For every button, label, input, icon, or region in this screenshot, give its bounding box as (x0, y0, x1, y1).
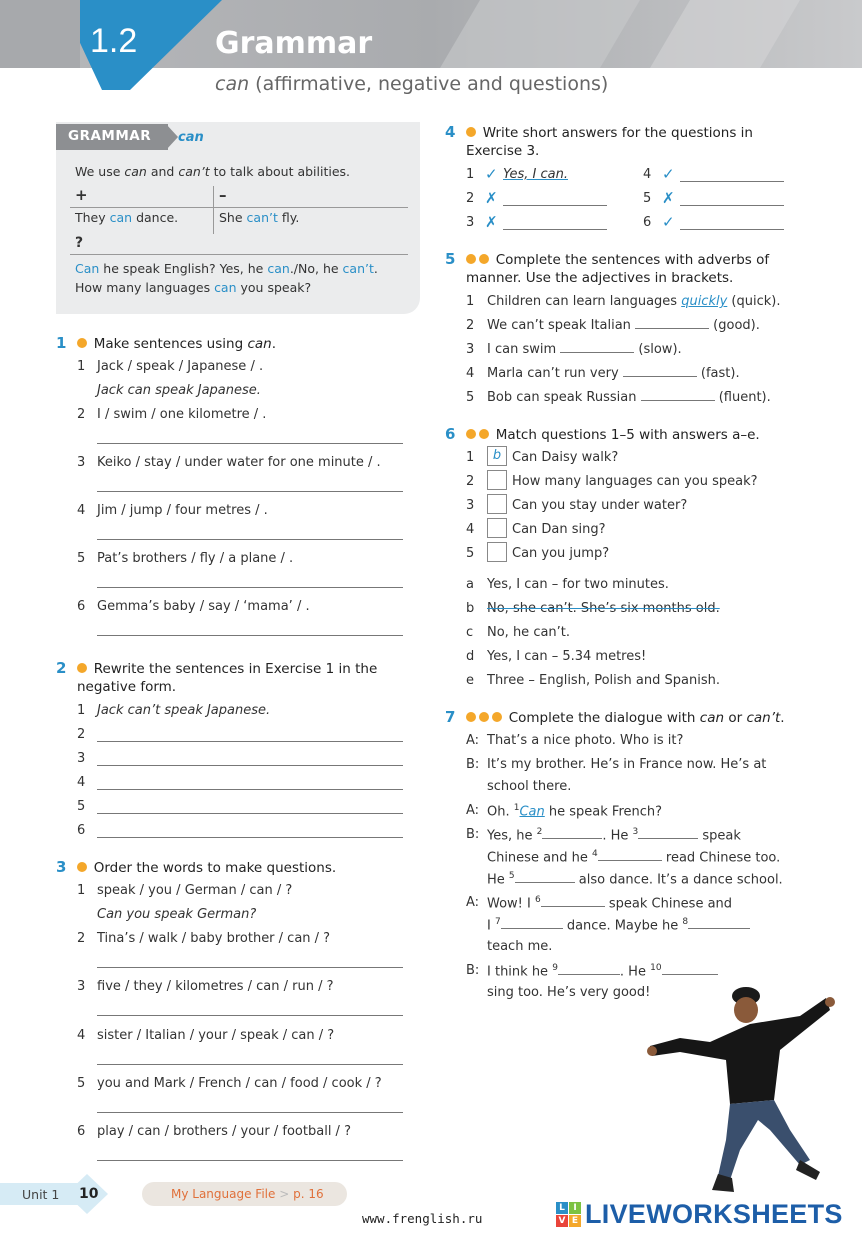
difficulty-dot (466, 127, 476, 137)
ex5-item-before: Bob can speak Russian (487, 390, 641, 405)
ex3-item-number: 1 (77, 883, 86, 898)
ex3-item-answer: Can you speak German? (97, 907, 257, 922)
cross-icon: ✗ (485, 213, 498, 231)
ex3-heading: 3 Order the words to make questions. (56, 858, 337, 876)
ex3-item-prompt: speak / you / German / can / ? (97, 883, 293, 898)
ex7-line-b1-2: school there. (487, 779, 572, 794)
difficulty-dot (479, 254, 489, 264)
ex7-line-b1-1: It’s my brother. He’s in France now. He’s at (487, 757, 767, 772)
ex7-line-a1: That’s a nice photo. Who is it? (487, 733, 684, 748)
ex6-question-number: 1 (466, 450, 475, 465)
logo-letter-e: E (569, 1215, 581, 1227)
difficulty-dot (77, 663, 87, 673)
logo-letter-i: I (569, 1202, 581, 1214)
ex5-item-before: We can’t speak Italian (487, 318, 636, 333)
ex6-question-text: Can Daisy walk? (512, 450, 619, 465)
ex6-answer-letter-label: d (466, 649, 475, 664)
ex7-speaker-b2: B: (466, 827, 480, 842)
ex6-question-number: 2 (466, 474, 475, 489)
ex3-item-number: 6 (77, 1124, 86, 1139)
ex5-item-after: (quick). (727, 294, 781, 309)
difficulty-dot (466, 429, 476, 439)
ex7-speaker-a2: A: (466, 803, 480, 818)
grammar-divider (213, 186, 214, 234)
ex6-question-number: 4 (466, 522, 475, 537)
ex6-answer-text: Yes, I can – 5.34 metres! (487, 649, 647, 664)
ex5-item-number: 3 (466, 342, 475, 357)
ex5-item-before: Children can learn languages (487, 294, 682, 309)
ex4-item-number: 2 (466, 191, 475, 206)
ex6-answer-text: No, she can’t. She’s six months old. (487, 601, 720, 616)
ex7-heading: 7 Complete the dialogue with can or can’t. (445, 708, 785, 726)
ex6-heading: 6 Match questions 1–5 with answers a–e. (445, 425, 760, 443)
page-title: Grammar (215, 26, 373, 61)
grammar-question-1: Can he speak English? Yes, he can./No, he can’t. (75, 261, 378, 276)
ex7-line-a3-2: I $^7$ dance. Maybe he $^8$ (487, 917, 750, 933)
ex1-item-number: 3 (77, 455, 86, 470)
ex5-item-before: Marla can’t run very (487, 366, 623, 381)
ex3-answer-line[interactable] (97, 1160, 403, 1161)
ex4-item-answer: Yes, I can. (503, 167, 568, 182)
ex6-answer-box[interactable] (487, 494, 507, 514)
difficulty-dot (479, 429, 489, 439)
ex1-item-prompt: Pat’s brothers / fly / a plane / . (97, 551, 294, 566)
ex3-item-number: 3 (77, 979, 86, 994)
logo-letter-v: V (556, 1215, 568, 1227)
gap-7[interactable] (501, 928, 563, 929)
ex7-line-a3-3: teach me. (487, 939, 553, 954)
ex6-answer-text: Three – English, Polish and Spanish. (487, 673, 720, 688)
gap-5[interactable] (515, 882, 575, 883)
ex5-item-after: (fast). (696, 366, 740, 381)
ex2-item-number: 2 (77, 727, 86, 742)
ex4-item-number: 3 (466, 215, 475, 230)
gap-10[interactable] (662, 974, 718, 975)
grammar-tag-arrow (166, 124, 178, 150)
ex7-speaker-b1: B: (466, 757, 480, 772)
difficulty-dot (77, 862, 87, 872)
difficulty-dot (492, 712, 502, 722)
ex5-item-after: (fluent). (714, 390, 771, 405)
gap-4[interactable] (598, 860, 662, 861)
ex6-question-text: Can Dan sing? (512, 522, 606, 537)
ex5-item-sentence (487, 294, 780, 309)
ex5-answer-gap[interactable] (641, 400, 715, 401)
ex1-answer-line[interactable] (97, 539, 403, 540)
ex4-item-number: 4 (643, 167, 652, 182)
ex1-item-number: 1 (77, 359, 86, 374)
ex6-answer-letter-label: e (466, 673, 474, 688)
ex5-answer-gap[interactable] (635, 328, 709, 329)
grammar-plus-example: They can dance. (75, 210, 179, 225)
difficulty-dot (479, 712, 489, 722)
ex6-answer-box[interactable] (487, 470, 507, 490)
grammar-rule-2 (70, 254, 408, 255)
ex6-answer-letter-label: c (466, 625, 474, 640)
ex1-item-prompt: Keiko / stay / under water for one minute / . (97, 455, 381, 470)
page-subtitle: can (affirmative, negative and questions) (215, 73, 609, 95)
ex7-line-b3-1: I think he $^9$ . He $^{10}$ (487, 963, 718, 979)
ex1-item-prompt: Gemma’s baby / say / ‘mama’ / . (97, 599, 310, 614)
ex5-item-number: 2 (466, 318, 475, 333)
ex3-answer-line[interactable] (97, 1015, 403, 1016)
ex2-heading-line2: negative form. (77, 679, 177, 695)
ex6-answer-box[interactable] (487, 518, 507, 538)
grammar-minus: – (219, 186, 227, 204)
difficulty-dot (77, 338, 87, 348)
ex1-item-number: 5 (77, 551, 86, 566)
ex5-item-sentence (487, 342, 682, 357)
ex2-heading: 2 Rewrite the sentences in Exercise 1 in the (56, 659, 378, 677)
ex5-item-number: 4 (466, 366, 475, 381)
gap-8[interactable] (688, 928, 750, 929)
tick-icon: ✓ (485, 165, 498, 183)
ex6-question-text: How many languages can you speak? (512, 474, 758, 489)
ex1-answer-line[interactable] (97, 635, 403, 636)
grammar-rule-1 (70, 207, 408, 208)
dancer-photo (640, 980, 840, 1195)
ex5-answer-gap[interactable] (560, 352, 634, 353)
ex4-heading-line2: Exercise 3. (466, 143, 540, 159)
ex7-speaker-a3: A: (466, 895, 480, 910)
gap-6[interactable] (541, 906, 605, 907)
ex6-question-number: 5 (466, 546, 475, 561)
ex1-item-number: 2 (77, 407, 86, 422)
ex1-answer-line[interactable] (97, 443, 403, 444)
ex6-answer-box[interactable] (487, 446, 507, 466)
ex7-speaker-b3: B: (466, 963, 480, 978)
ex6-answer-text: Yes, I can – for two minutes. (487, 577, 669, 592)
brand-name: LIVEWORKSHEETS (585, 1199, 843, 1229)
ex4-answer-line[interactable] (680, 181, 784, 182)
ex3-item-number: 5 (77, 1076, 86, 1091)
ex7-line-b2-3: He $^5$ also dance. It’s a dance school. (487, 871, 783, 888)
ex5-item-sentence (487, 390, 771, 405)
ex5-item-before: I can swim (487, 342, 561, 357)
section-number: 1.2 (90, 22, 138, 60)
ex5-item-number: 1 (466, 294, 475, 309)
ex2-item-number: 6 (77, 823, 86, 838)
ex3-item-prompt: play / can / brothers / your / football / ? (97, 1124, 351, 1139)
ex7-line-b3-2: sing too. He’s very good! (487, 985, 651, 1000)
answer-text: Can (519, 804, 545, 820)
ex5-item-sentence (487, 318, 760, 333)
ex2-answer-line[interactable] (97, 741, 403, 742)
ex5-answer-gap[interactable] (623, 376, 697, 377)
ex1-item-number: 6 (77, 599, 86, 614)
ex6-question-text: Can you jump? (512, 546, 610, 561)
ex3-item-prompt: five / they / kilometres / can / run / ? (97, 979, 334, 994)
ex2-item-number: 5 (77, 799, 86, 814)
grammar-tag-label: GRAMMAR (68, 128, 152, 144)
ex4-item-number: 5 (643, 191, 652, 206)
difficulty-dot (466, 254, 476, 264)
ex2-answer-line[interactable] (97, 813, 403, 814)
gap-2[interactable] (542, 838, 602, 839)
grammar-minus-example: She can’t fly. (219, 210, 300, 225)
ex4-item-number: 6 (643, 215, 652, 230)
ex4-answer-line[interactable] (503, 205, 607, 206)
ex7-line-a3-1: Wow! I $^6$ speak Chinese and (487, 895, 733, 912)
ex1-heading: 1 Make sentences using can. (56, 334, 276, 352)
ex2-item-number: 4 (77, 775, 86, 790)
ex5-heading-line2: manner. Use the adjectives in brackets. (466, 270, 734, 286)
tick-icon: ✓ (662, 165, 675, 183)
ex2-answer-line[interactable] (97, 789, 403, 790)
ex4-answer-line[interactable] (680, 205, 784, 206)
ex5-item-number: 5 (466, 390, 475, 405)
page-number: 10 (79, 1186, 99, 1202)
gap-9[interactable] (558, 974, 620, 975)
ex6-answer-text: No, he can’t. (487, 625, 571, 640)
ex4-answer-line[interactable] (680, 229, 784, 230)
ex6-question-number: 3 (466, 498, 475, 513)
ex5-item-sentence (487, 366, 740, 381)
grammar-plus: + (75, 186, 88, 204)
ex1-item-answer: Jack can speak Japanese. (97, 383, 261, 398)
ex7-line-b2-2: Chinese and he $^4$ read Chinese too. (487, 849, 781, 866)
ex2-item-number: 1 (77, 703, 86, 718)
grammar-intro: We use can and can’t to talk about abilities. (75, 164, 351, 179)
ex7-line-a2: Oh. $^1$Can he speak French? (487, 803, 663, 820)
ex6-answer-letter-label: b (466, 601, 475, 616)
ex5-item-after: (slow). (634, 342, 682, 357)
ex3-item-number: 4 (77, 1028, 86, 1043)
ex2-item-answer: Jack can’t speak Japanese. (97, 703, 271, 718)
ex2-answer-line[interactable] (97, 837, 403, 838)
ex4-item-number: 1 (466, 167, 475, 182)
logo-grid-icon (556, 1202, 581, 1227)
ex3-answer-line[interactable] (97, 1112, 403, 1113)
tick-icon: ✓ (662, 213, 675, 231)
ex3-item-prompt: Tina’s / walk / baby brother / can / ? (97, 931, 331, 946)
ex3-item-prompt: sister / Italian / your / speak / can / ? (97, 1028, 335, 1043)
ex6-question-text: Can you stay under water? (512, 498, 688, 513)
ex2-item-number: 3 (77, 751, 86, 766)
ex1-item-prompt: Jack / speak / Japanese / . (97, 359, 264, 374)
ex3-answer-line[interactable] (97, 967, 403, 968)
liveworksheets-logo (556, 1199, 843, 1230)
unit-label: Unit 1 (22, 1187, 60, 1202)
difficulty-dot (466, 712, 476, 722)
ex1-answer-line[interactable] (97, 587, 403, 588)
ex1-answer-line[interactable] (97, 491, 403, 492)
ex7-speaker-a1: A: (466, 733, 480, 748)
ex7-line-b2-1: Yes, he $^2$ . He $^3$ speak (487, 827, 741, 844)
ex1-item-prompt: I / swim / one kilometre / . (97, 407, 267, 422)
ex4-answer-line[interactable] (503, 229, 607, 230)
ex6-answer-letter-label: a (466, 577, 474, 592)
ex6-answer-box[interactable] (487, 542, 507, 562)
ex4-heading: 4 Write short answers for the questions in (445, 123, 753, 141)
language-file-link[interactable]: My Language File > p. 16 (171, 1187, 324, 1201)
ex2-answer-line[interactable] (97, 765, 403, 766)
site-url: www.frenglish.ru (362, 1211, 483, 1226)
ex3-item-prompt: you and Mark / French / can / food / cook / ? (97, 1076, 382, 1091)
logo-letter-l: L (556, 1202, 568, 1214)
ex3-answer-line[interactable] (97, 1064, 403, 1065)
ex1-item-number: 4 (77, 503, 86, 518)
grammar-question-2: How many languages can you speak? (75, 280, 312, 295)
ex5-item-answer: quickly (681, 294, 728, 309)
ex3-item-number: 2 (77, 931, 86, 946)
ex5-heading: 5 Complete the sentences with adverbs of (445, 250, 770, 268)
grammar-question-mark: ? (75, 235, 84, 251)
cross-icon: ✗ (662, 189, 675, 207)
ex6-answer-letter: b (492, 448, 502, 463)
grammar-topic: can (178, 130, 204, 145)
ex1-item-prompt: Jim / jump / four metres / . (97, 503, 268, 518)
ex5-item-after: (good). (709, 318, 760, 333)
gap-3[interactable] (638, 838, 698, 839)
cross-icon: ✗ (485, 189, 498, 207)
